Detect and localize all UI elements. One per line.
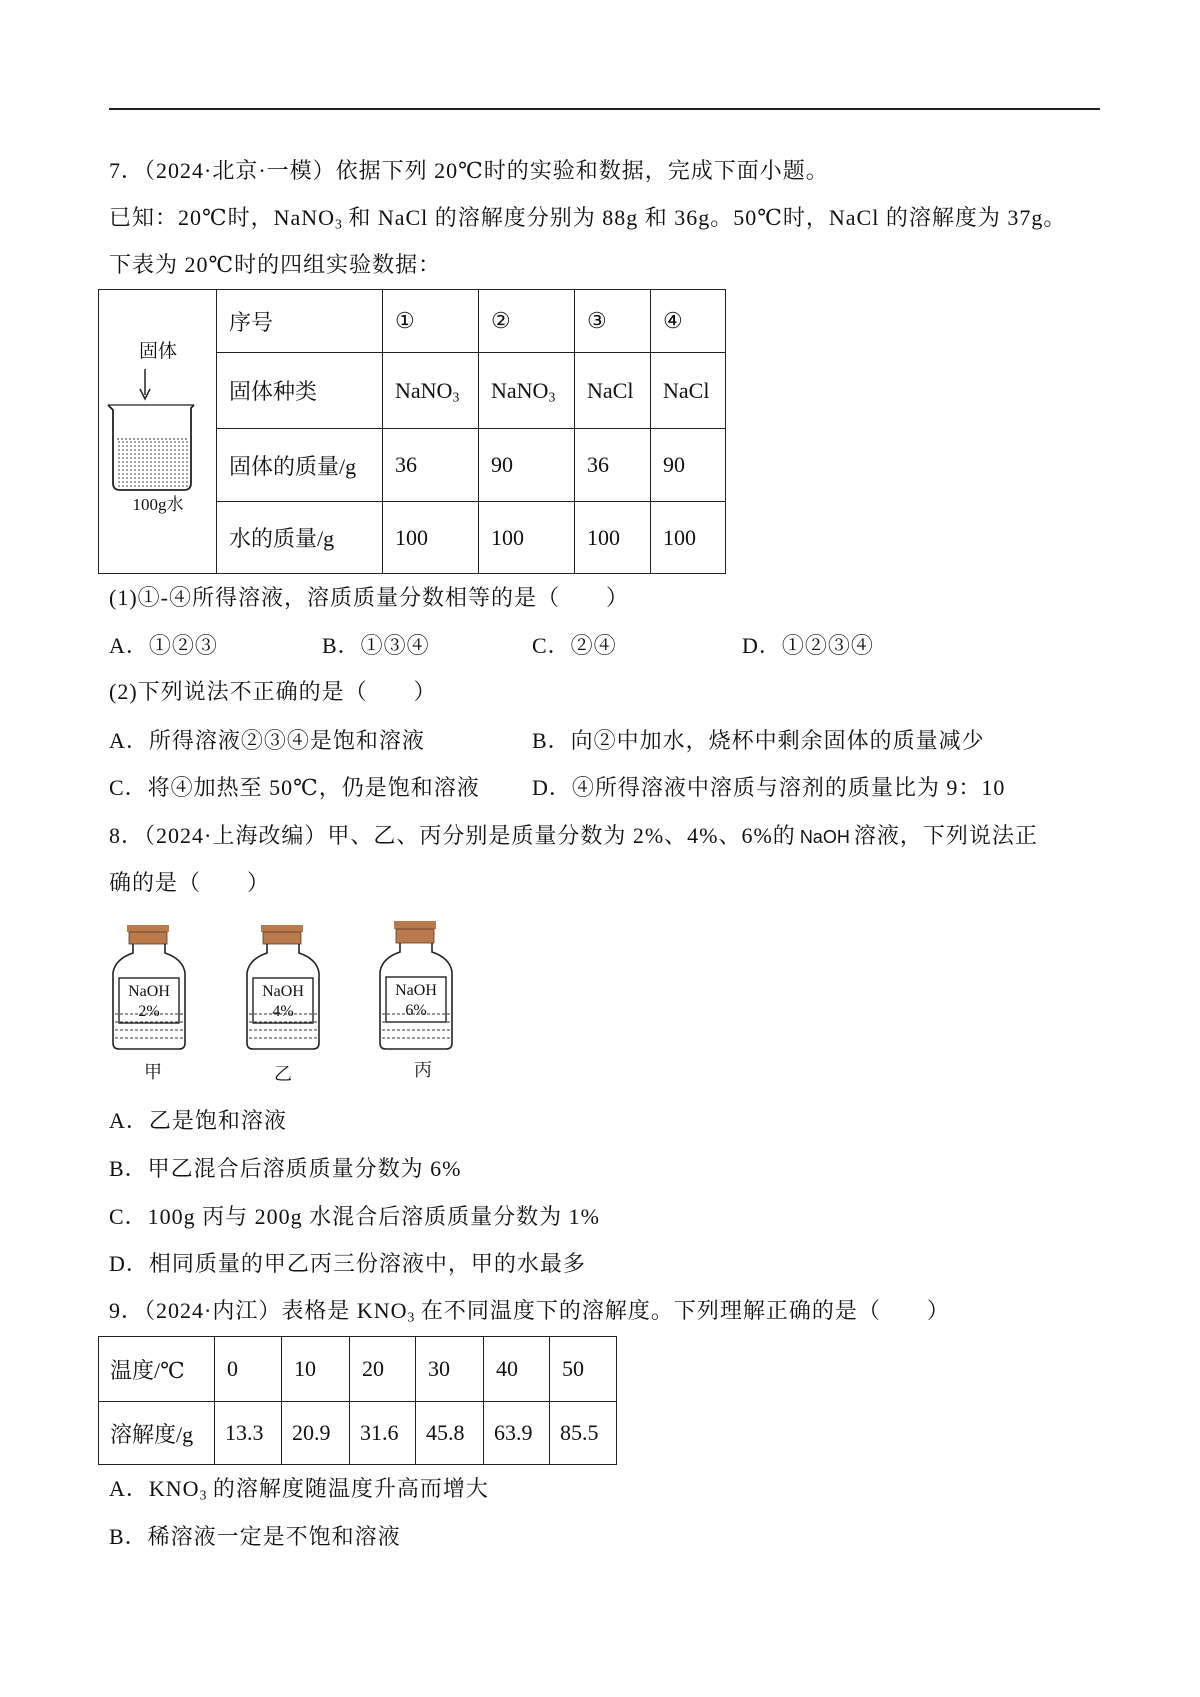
q7-sub2-option-d: D．④所得溶液中溶质与溶剂的质量比为 9：10 <box>532 775 1006 800</box>
table-cell: 36 <box>383 429 479 502</box>
bottle-cap <box>261 925 303 932</box>
q8-stem <box>109 824 1038 849</box>
bottle-cap <box>394 921 436 929</box>
reagent-bottle-icon <box>243 925 323 1053</box>
table-cell <box>479 353 575 429</box>
table-cell <box>575 353 651 429</box>
table-row-label: 水的质量/g <box>217 502 383 574</box>
table-cell: 90 <box>479 429 575 502</box>
table-row-label: 温度/℃ <box>99 1337 215 1402</box>
q9-stem <box>109 1299 950 1323</box>
bottle-formula-label: NaOH <box>128 983 170 1000</box>
solid-label: 固体 <box>138 341 177 362</box>
bottle-name-bing: 丙 <box>414 1060 432 1080</box>
table-cell: 63.9 <box>484 1402 550 1465</box>
table-cell: 85.5 <box>550 1402 617 1465</box>
bottle-name-jia: 甲 <box>144 1062 162 1082</box>
table-cell: 100 <box>479 502 575 574</box>
reagent-bottle-icon <box>376 921 456 1053</box>
q8-stem-text-a: 8．（2024·上海改编）甲、乙、丙分别是质量分数为 2%、4%、6%的 <box>109 823 796 848</box>
formula-subscript: 3 <box>452 388 460 404</box>
table-cell <box>651 353 726 429</box>
table-row-label: 溶解度/g <box>99 1402 215 1465</box>
water-label: 100g水 <box>132 495 184 514</box>
bottle-stopper <box>129 932 167 944</box>
q7-stem: 7．（2024·北京·一模）依据下列 20℃时的实验和数据，完成下面小题。 <box>109 158 829 183</box>
table-cell: 90 <box>651 429 726 502</box>
table-row <box>99 1337 617 1402</box>
bottle-concentration-label: 6% <box>405 1002 427 1019</box>
table-cell: 20 <box>350 1337 416 1402</box>
q7-sub1-option-c: C．②④ <box>532 633 617 658</box>
bottle-formula-label: NaOH <box>395 982 437 999</box>
table-cell: 30 <box>416 1337 484 1402</box>
q9-option-a-text-pre: A．KNO <box>109 1476 200 1501</box>
bottle-stopper <box>396 929 434 943</box>
table-cell: 45.8 <box>416 1402 484 1465</box>
table-cell: 13.3 <box>215 1402 282 1465</box>
table-cell: 50 <box>550 1337 617 1402</box>
q7-known <box>109 206 1066 230</box>
table-cell: 100 <box>651 502 726 574</box>
q9-solubility-table <box>98 1336 617 1465</box>
q7-sub1-option-a: A．①②③ <box>109 633 218 658</box>
beaker-figure <box>98 289 216 573</box>
table-cell: ③ <box>575 290 651 353</box>
q7-sub1-stem: (1)①-④所得溶液，溶质质量分数相等的是（ ） <box>109 585 629 610</box>
table-cell: ④ <box>651 290 726 353</box>
bottle-stopper <box>263 932 301 944</box>
table-cell: ② <box>479 290 575 353</box>
formula-base: NaNO <box>491 377 549 403</box>
formula-base: NaCl <box>587 377 634 403</box>
q8-option-a: A．乙是饱和溶液 <box>109 1108 287 1133</box>
table-cell: 0 <box>215 1337 282 1402</box>
formula-base: NaNO <box>395 377 453 403</box>
beaker-icon <box>108 405 194 490</box>
table-cell: ① <box>383 290 479 353</box>
q8-option-d: D．相同质量的甲乙丙三份溶液中，甲的水最多 <box>109 1251 586 1276</box>
bottle-formula-label: NaOH <box>262 983 304 1000</box>
table-cell: 10 <box>282 1337 350 1402</box>
table-cell: 31.6 <box>350 1402 416 1465</box>
q8-option-b: B．甲乙混合后溶质质量分数为 6% <box>109 1156 462 1181</box>
q7-sub1-option-b: B．①③④ <box>322 633 430 658</box>
q9-option-b: B．稀溶液一定是不饱和溶液 <box>109 1524 401 1549</box>
q7-sub2-option-b: B．向②中加水，烧杯中剩余固体的质量减少 <box>532 728 985 753</box>
table-row-label: 固体的质量/g <box>217 429 383 502</box>
q7-intro: 下表为 20℃时的四组实验数据： <box>109 252 442 277</box>
table-cell: 100 <box>575 502 651 574</box>
q8-stem-text-b: 溶液，下列说法正 <box>853 823 1038 848</box>
q9-option-a-text-post: 的溶解度随温度升高而增大 <box>206 1476 489 1501</box>
header-rule <box>109 108 1100 110</box>
bottle-concentration-label: 4% <box>272 1003 294 1020</box>
q8-option-c: C．100g 丙与 200g 水混合后溶质质量分数为 1% <box>109 1204 601 1229</box>
table-cell: 36 <box>575 429 651 502</box>
q9-stem-text-a: 9．（2024·内江）表格是 KNO <box>109 1298 408 1323</box>
bottle-cap <box>127 925 169 932</box>
q7-sub2-option-a: A．所得溶液②③④是饱和溶液 <box>109 728 425 753</box>
q9-stem-subscript: 3 <box>407 1309 415 1325</box>
q7-known-subscript: 3 <box>335 216 342 232</box>
q7-sub1-option-d: D．①②③④ <box>742 633 874 658</box>
table-row-label: 序号 <box>217 290 383 353</box>
q9-option-a <box>109 1477 489 1501</box>
arrow-down-icon <box>140 369 150 399</box>
q7-known-text-a: 已知：20℃时，NaNO <box>109 205 336 230</box>
q9-stem-text-b: 在不同温度下的溶解度。下列理解正确的是（ ） <box>414 1298 950 1323</box>
reagent-bottle-icon <box>109 925 189 1053</box>
table-cell: 20.9 <box>282 1402 350 1465</box>
formula-base: NaCl <box>663 377 710 403</box>
q7-known-text-b: 和 NaCl 的溶解度分别为 88g 和 36g。50℃时，NaCl 的溶解度为 37g。 <box>341 205 1067 230</box>
q9-option-a-subscript: 3 <box>199 1487 207 1503</box>
bottle-name-yi: 乙 <box>274 1064 292 1084</box>
table-cell: 100 <box>383 502 479 574</box>
table-row-label: 固体种类 <box>217 353 383 429</box>
table-cell: 40 <box>484 1337 550 1402</box>
formula-subscript: 3 <box>548 388 556 404</box>
q8-stem-line2: 确的是（ ） <box>109 870 271 895</box>
table-row <box>99 1402 617 1465</box>
q7-sub2-stem: (2)下列说法不正确的是（ ） <box>109 679 437 704</box>
bottle-concentration-label: 2% <box>138 1003 160 1020</box>
q7-sub2-option-c: C．将④加热至 50℃，仍是饱和溶液 <box>109 775 480 800</box>
q8-stem-formula: NaOH <box>799 827 850 847</box>
table-cell <box>383 353 479 429</box>
